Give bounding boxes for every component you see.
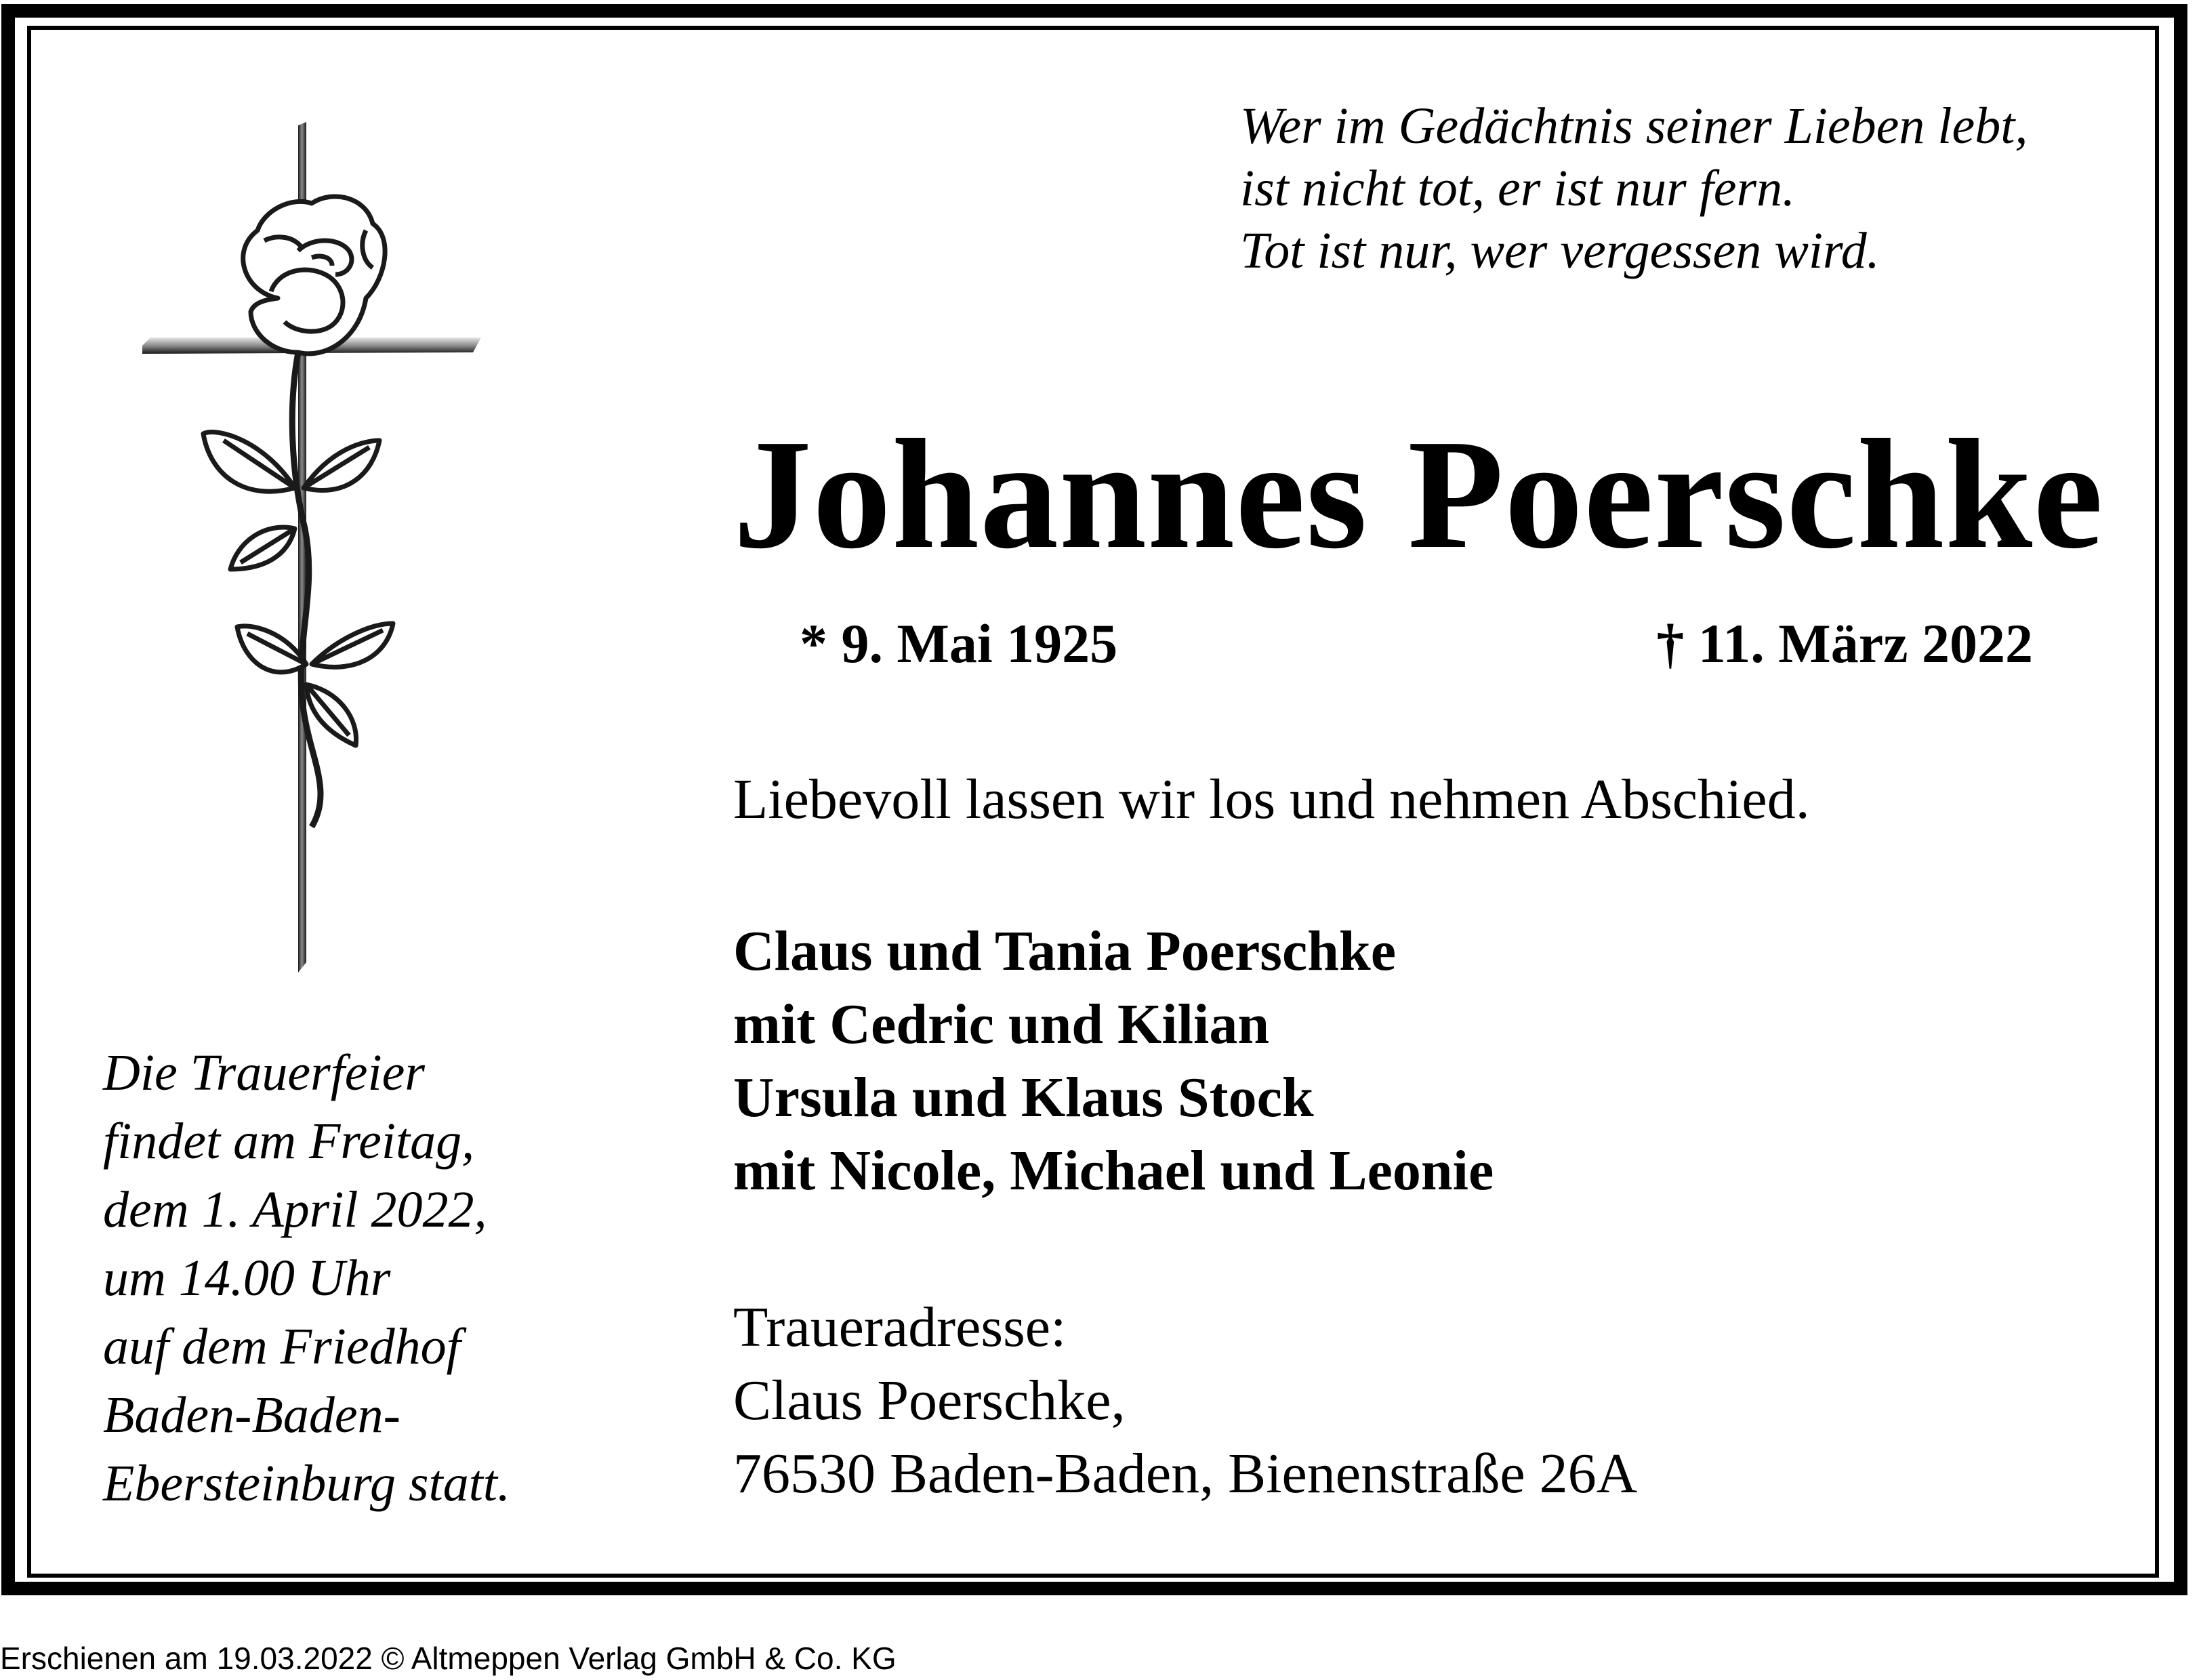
rose-stem: [292, 352, 321, 827]
service-line: um 14.00 Uhr: [103, 1250, 391, 1307]
farewell-text: Liebevoll lassen wir los und nehmen Abschied.: [733, 768, 1810, 831]
mourning-address: [733, 1291, 1637, 1511]
service-line: Baden-Baden-: [103, 1387, 400, 1443]
service-line: Ebersteinburg statt.: [103, 1455, 510, 1512]
family-line: Claus und Tania Poerschke: [733, 920, 1396, 983]
service-line: auf dem Friedhof: [103, 1318, 461, 1375]
quote-line: Tot ist nur, wer vergessen wird.: [1240, 222, 1880, 279]
family-line: mit Nicole, Michael und Leonie: [733, 1139, 1494, 1202]
family-line: Ursula und Klaus Stock: [733, 1066, 1314, 1129]
service-line: Die Trauerfeier: [103, 1044, 425, 1101]
quote-line: ist nicht tot, er ist nur fern.: [1240, 160, 1796, 217]
publication-footer: Erschienen am 19.03.2022 © Altmeppen Verlag GmbH & Co. KG: [0, 1641, 897, 1676]
family-line: mit Cedric und Kilian: [733, 993, 1270, 1056]
service-line: findet am Freitag,: [103, 1113, 475, 1170]
deceased-name: Johannes Poerschke: [733, 407, 2104, 581]
memorial-quote: [1240, 95, 2028, 282]
address-line: 76530 Baden-Baden, Bienenstraße 26A: [733, 1442, 1638, 1505]
address-line: Traueradresse:: [733, 1296, 1067, 1359]
cross-with-rose-icon: [129, 122, 495, 976]
quote-line: Wer im Gedächtnis seiner Lieben lebt,: [1240, 98, 2028, 155]
address-line: Claus Poerschke,: [733, 1369, 1126, 1432]
rose-head: [243, 197, 385, 354]
funeral-service-info: [103, 1039, 510, 1518]
birth-date: * 9. Mai 1925: [800, 613, 1118, 674]
death-date: † 11. März 2022: [1656, 613, 2033, 674]
service-line: dem 1. April 2022,: [103, 1181, 487, 1238]
family-names: [733, 915, 1494, 1208]
